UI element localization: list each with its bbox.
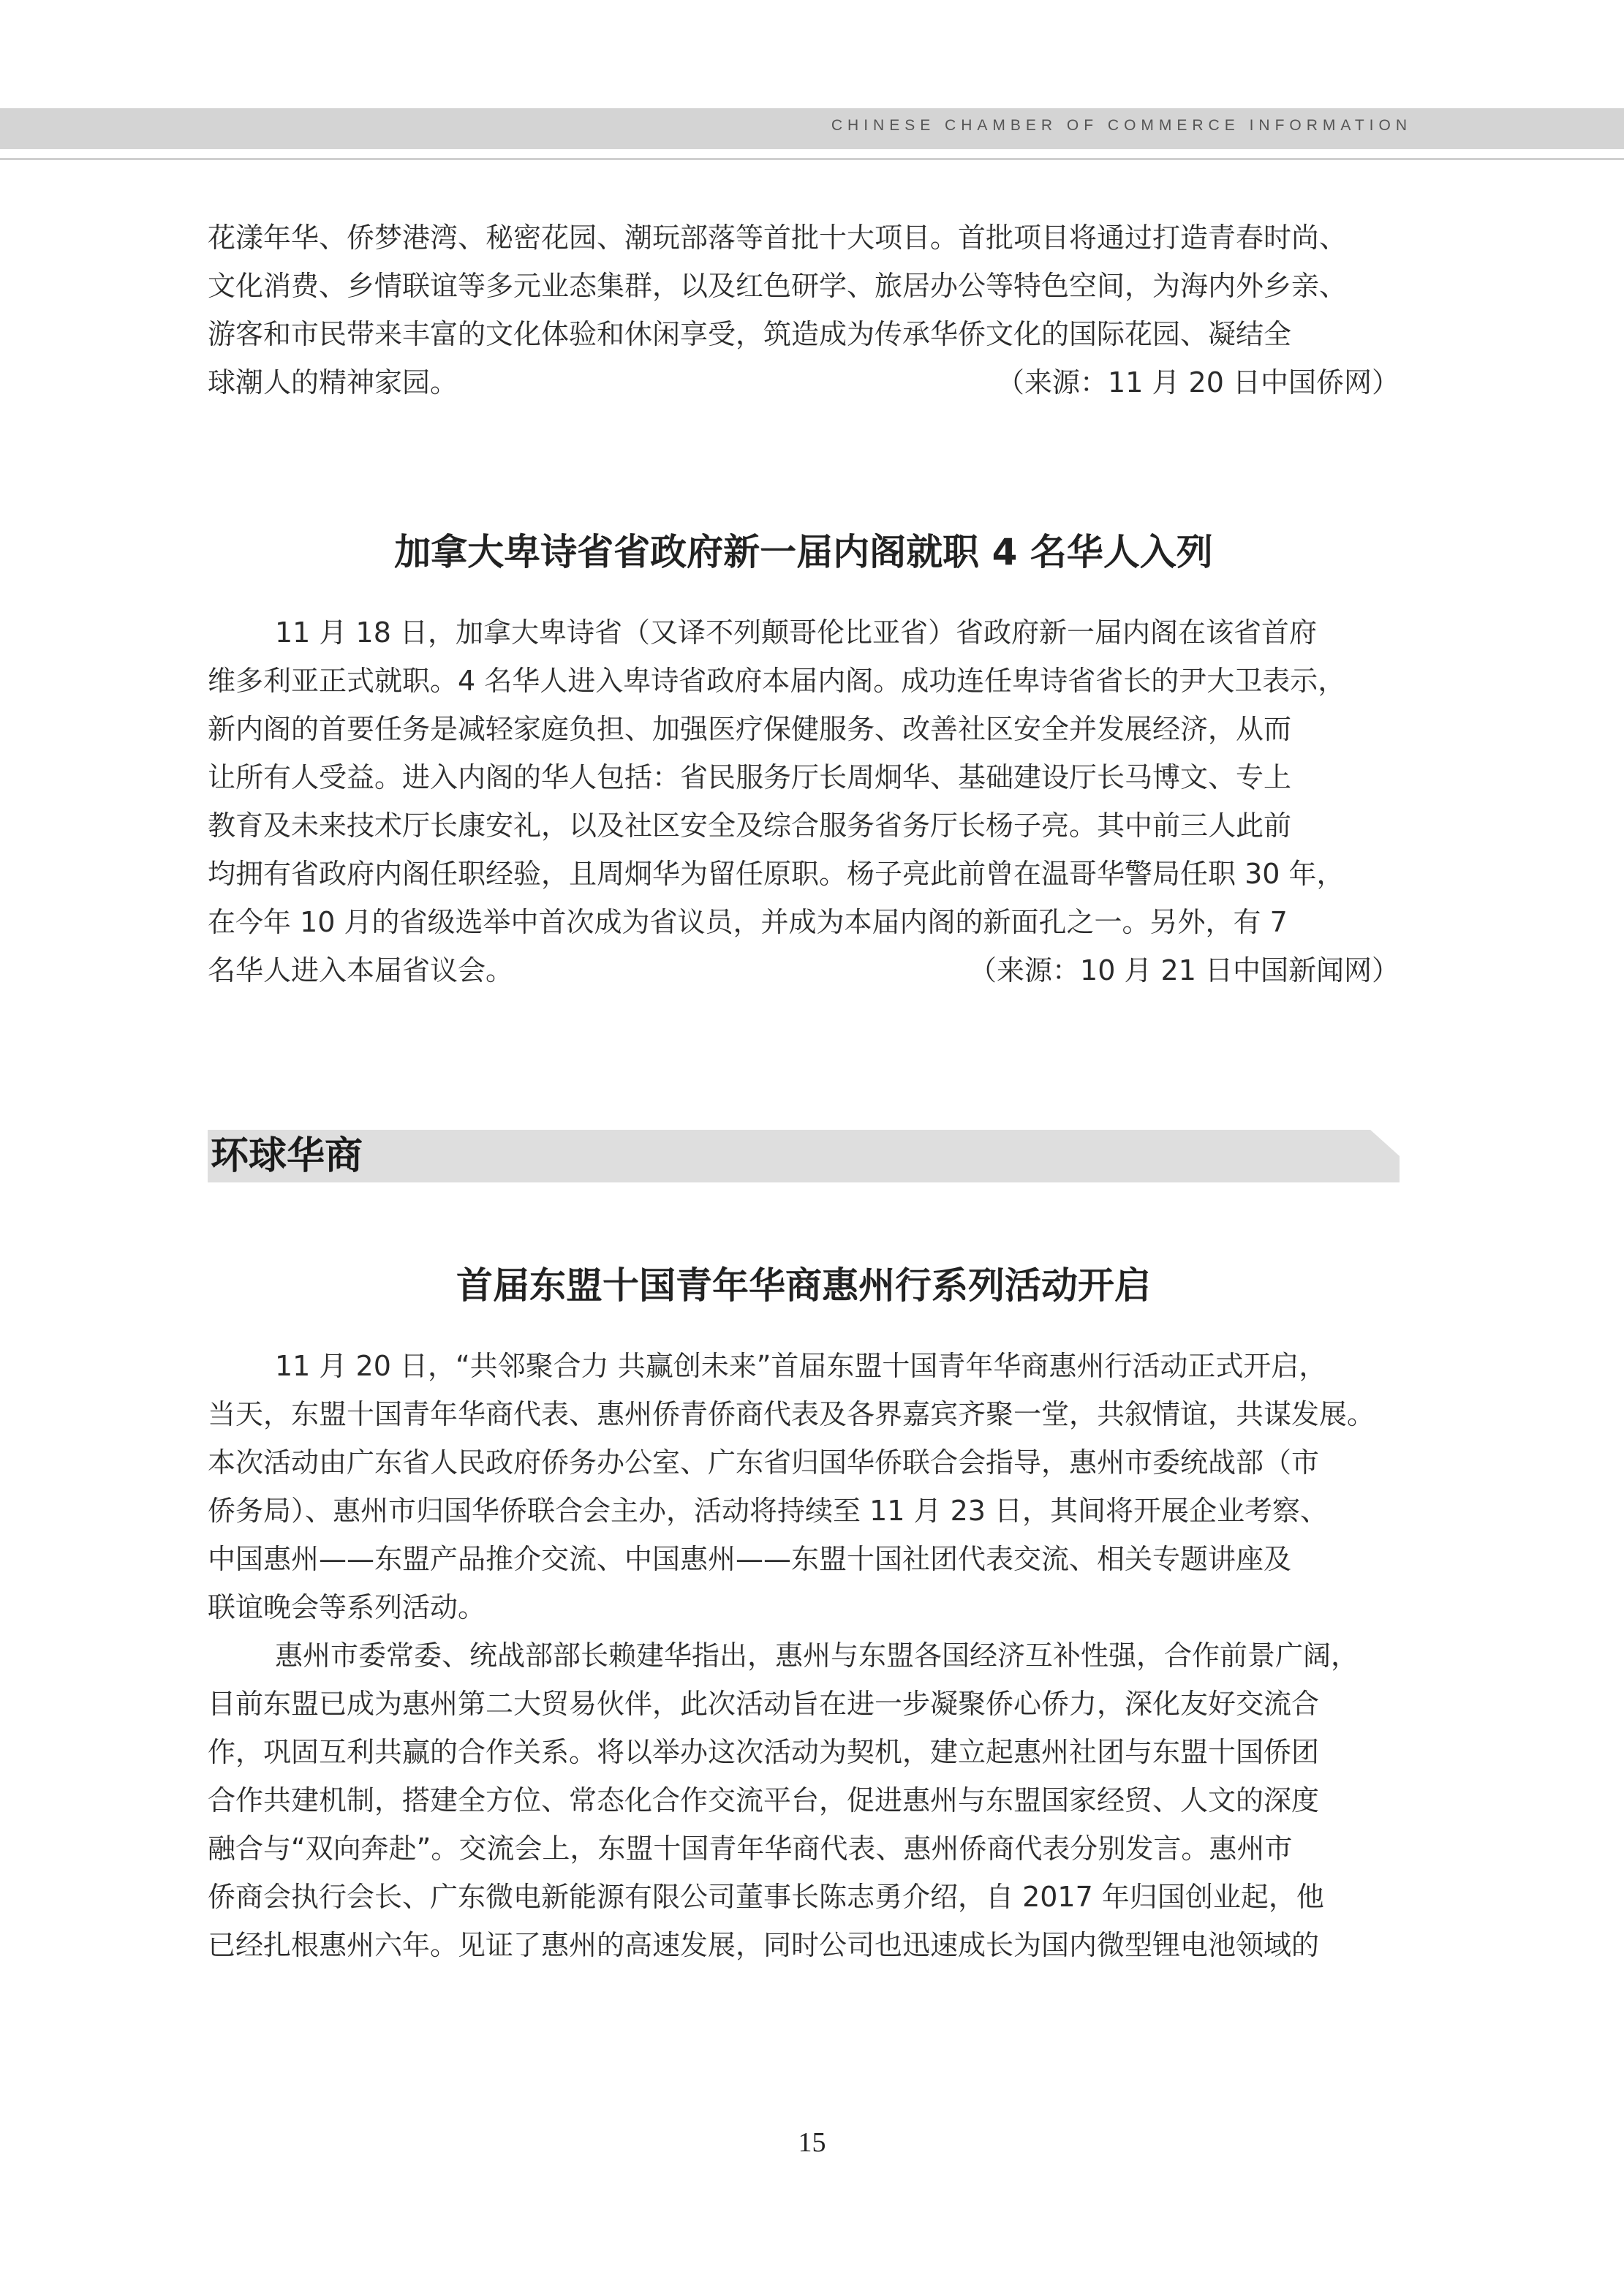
text-line: 花漾年华、侨梦港湾、秘密花园、潮玩部落等首批十大项目。首批项目将通过打造青春时尚、 bbox=[208, 222, 1348, 254]
article2-body bbox=[208, 608, 1400, 995]
section-bar-shape bbox=[208, 1130, 1400, 1182]
text-line: 均拥有省政府内阁任职经验，且周炯华为留任原职。杨子亮此前曾在温哥华警局任职 30 年， bbox=[208, 858, 1345, 890]
text-line: 目前东盟已成为惠州第二大贸易伙伴，此次活动旨在进一步凝聚侨心侨力，深化友好交流合 bbox=[208, 1688, 1320, 1720]
text-line: 在今年 10 月的省级选举中首次成为省议员，并成为本届内阁的新面孔之一。另外，有 7 bbox=[208, 906, 1288, 938]
text-line: 教育及未来技术厅长康安礼，以及社区安全及综合服务省务厅长杨子亮。其中前三人此前 bbox=[208, 809, 1292, 842]
text-line-with-source bbox=[208, 358, 1400, 407]
text-line: 让所有人受益。进入内阁的华人包括：省民服务厅长周炯华、基础建设厅长马博文、专上 bbox=[208, 761, 1292, 793]
text-line: 作，巩固互利共赢的合作关系。将以举办这次活动为契机，建立起惠州社团与东盟十国侨团 bbox=[208, 1736, 1320, 1768]
text-line: 侨商会执行会长、广东微电新能源有限公司董事长陈志勇介绍，自 2017 年归国创业起，他 bbox=[208, 1881, 1324, 1913]
source-citation: （来源：10 月 21 日中国新闻网） bbox=[969, 954, 1400, 986]
article3-body bbox=[208, 1342, 1400, 1969]
article1-paragraph bbox=[208, 214, 1400, 407]
publication-header: CHINESE CHAMBER OF COMMERCE INFORMATION bbox=[831, 117, 1412, 134]
text-line: 合作共建机制，搭建全方位、常态化合作交流平台，促进惠州与东盟国家经贸、人文的深度 bbox=[208, 1784, 1320, 1816]
text-line: 新内阁的首要任务是减轻家庭负担、加强医疗保健服务、改善社区安全并发展经济，从而 bbox=[208, 713, 1292, 745]
source-citation: （来源：11 月 20 日中国侨网） bbox=[997, 366, 1400, 399]
article1-tail bbox=[208, 214, 1400, 407]
text-line: 11 月 18 日，加拿大卑诗省（又译不列颠哥伦比亚省）省政府新一届内阁在该省首府 bbox=[275, 616, 1317, 649]
text-line: 球潮人的精神家园。 bbox=[208, 366, 458, 399]
text-line: 名华人进入本届省议会。 bbox=[208, 954, 514, 986]
text-line: 当天，东盟十国青年华商代表、惠州侨青侨商代表及各界嘉宾齐聚一堂，共叙情谊，共谋发展。 bbox=[208, 1398, 1375, 1430]
text-line: 中国惠州——东盟产品推介交流、中国惠州——东盟十国社团代表交流、相关专题讲座及 bbox=[208, 1543, 1292, 1575]
article3-title: 首届东盟十国青年华商惠州行系列活动开启 bbox=[456, 1264, 1151, 1307]
text-line: 融合与“双向奔赴”。交流会上，东盟十国青年华商代表、惠州侨商代表分别发言。惠州市 bbox=[208, 1833, 1293, 1865]
section-label: 环球华商 bbox=[211, 1133, 363, 1178]
article2-title: 加拿大卑诗省省政府新一届内阁就职 4 名华人入列 bbox=[394, 531, 1213, 573]
text-line: 本次活动由广东省人民政府侨务办公室、广东省归国华侨联合会指导，惠州市委统战部（市 bbox=[208, 1446, 1320, 1479]
text-line: 联谊晚会等系列活动。 bbox=[208, 1591, 486, 1623]
text-line: 文化消费、乡情联谊等多元业态集群，以及红色研学、旅居办公等特色空间，为海内外乡亲、 bbox=[208, 270, 1348, 302]
text-line: 游客和市民带来丰富的文化体验和休闲享受，筑造成为传承华侨文化的国际花园、凝结全 bbox=[208, 318, 1292, 350]
article3-paragraph-2 bbox=[208, 1631, 1400, 1969]
text-line: 11 月 20 日，“共邻聚合力 共赢创未来”首届东盟十国青年华商惠州行活动正式开启， bbox=[275, 1350, 1327, 1382]
section-header-bar bbox=[208, 1130, 1400, 1182]
page-number: 15 bbox=[798, 2127, 826, 2158]
text-line-with-source bbox=[208, 946, 1400, 995]
text-line: 惠州市委常委、统战部部长赖建华指出，惠州与东盟各国经济互补性强，合作前景广阔， bbox=[275, 1639, 1359, 1672]
article3-paragraph-1 bbox=[208, 1342, 1400, 1631]
text-line: 维多利亚正式就职。4 名华人进入卑诗省政府本届内阁。成功连任卑诗省省长的尹大卫表示， bbox=[208, 665, 1346, 697]
article2-paragraph bbox=[208, 608, 1400, 995]
header-rule bbox=[0, 158, 1624, 160]
text-line: 已经扎根惠州六年。见证了惠州的高速发展，同时公司也迅速成长为国内微型锂电池领域的 bbox=[208, 1929, 1320, 1961]
text-line: 侨务局）、惠州市归国华侨联合会主办，活动将持续至 11 月 23 日，其间将开展企业考察、 bbox=[208, 1495, 1329, 1527]
